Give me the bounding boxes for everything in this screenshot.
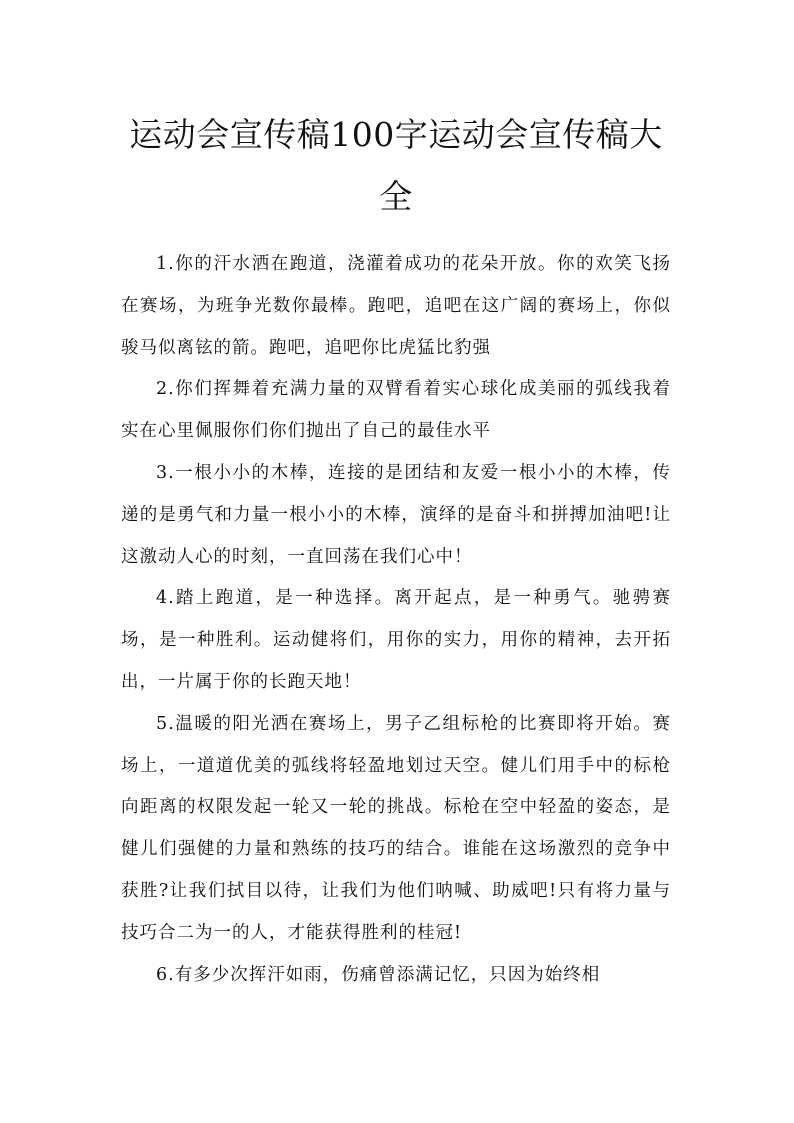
document-body <box>121 244 671 996</box>
paragraph-1: 1.你的汗水洒在跑道，浇灌着成功的花朵开放。你的欢笑飞扬在赛场，为班争光数你最棒。跑吧，追吧在这广阔的赛场上，你似骏马似离铉的箭。跑吧，追吧你比虎猛比豹强 <box>121 254 671 358</box>
paragraph-2: 2.你们挥舞着充满力量的双臂看着实心球化成美丽的弧线我着实在心里佩服你们你们抛出了自己的最佳水平 <box>121 379 671 442</box>
paragraph-3: 3.一根小小的木棒，连接的是团结和友爱一根小小的木棒，传递的是勇气和力量一根小小的木棒，演绎的是奋斗和拼搏加油吧!让这激动人心的时刻，一直回荡在我们心中！ <box>121 462 671 567</box>
paragraph-4: 4.踏上跑道，是一种选择。离开起点，是一种勇气。驰骋赛场，是一种胜利。运动健将们，用你的实力，用你的精神，去开拓出，一片属于你的长跑天地！ <box>121 588 671 692</box>
paragraph-5: 5.温暖的阳光洒在赛场上，男子乙组标枪的比赛即将开始。赛场上，一道道优美的弧线将轻盈地划过天空。健儿们用手中的标枪向距离的权限发起一轮又一轮的挑战。标枪在空中轻盈的姿态，是健儿们强健的力量和熟练的技巧的结合。谁能在这场激烈的竞争中获胜?让我们拭目以待，让我们为他们呐喊、助威吧!只有将力量与技巧合二为一的人，才能获得胜利的桂冠! <box>121 713 671 943</box>
paragraph-6: 6.有多少次挥汗如雨，伤痛曾添满记忆，只因为始终相 <box>156 964 601 985</box>
page-title: 运动会宣传稿100字运动会宣传稿大全 <box>129 115 663 216</box>
